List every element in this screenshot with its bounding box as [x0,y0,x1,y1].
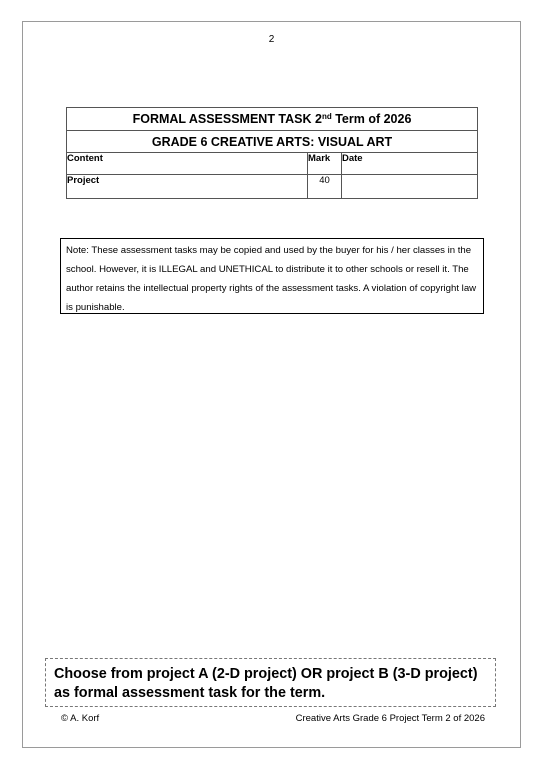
assessment-table [66,107,478,199]
assessment-title [67,108,478,131]
row-mark: 40 [308,175,342,199]
table-header-row [67,153,478,175]
footer-title: Creative Arts Grade 6 Project Term 2 of 2026 [295,713,485,724]
assessment-subtitle: GRADE 6 CREATIVE ARTS: VISUAL ART [67,131,478,153]
footer-author: © A. Korf [61,713,100,724]
header-content: Content [67,153,308,175]
choose-project-box: Choose from project A (2-D project) OR project B (3-D project) as formal assessment task for the term. [45,658,496,707]
header-date: Date [342,153,478,175]
copyright-note: Note: These assessment tasks may be copied and used by the buyer for his / her classes in the school. However, it is ILLEGAL and UNETHICAL to distribute it to other schools or resell it. The author retains the intellectual property rights of the assessment tasks. A violation of copyright law is punishable. [60,238,484,314]
assessment-title-end: Term of 2026 [331,112,412,126]
page-number: 2 [268,34,275,45]
row-content: Project [67,175,308,199]
assessment-title-sup: nd [321,112,332,121]
header-mark: Mark [308,153,342,175]
row-date [342,175,478,199]
table-row [67,175,478,199]
assessment-title-main: FORMAL ASSESSMENT TASK 2 [132,112,322,126]
